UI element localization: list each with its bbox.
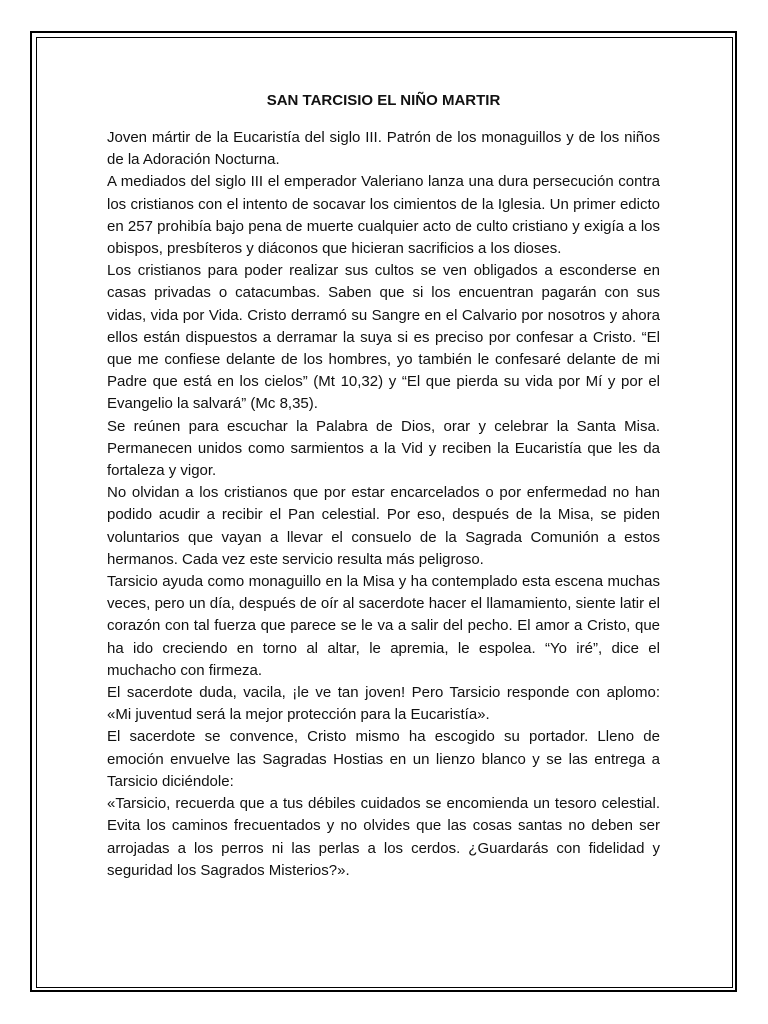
paragraph-6: Tarsicio ayuda como monaguillo en la Misa y ha contemplado esta escena muchas veces, pero un día, después de oír al sacerdote hacer el llamamiento, siente latir el corazón con tal fuerza que parece se le va a salir del pecho. El amor a Cristo, que ha ido creciendo en torno al altar, le apremia, le espolea. “Yo iré”, dice el muchacho con firmeza.: [107, 573, 660, 679]
paragraph-2: A mediados del siglo III el emperador Valeriano lanza una dura persecución contra los cristianos con el intento de socavar los cimientos de la Iglesia. Un primer edicto en 257 prohibía bajo pena de muerte cualquier acto de culto cristiano y exigía a los obispos, presbíteros y diáconos que hicieran sacrificios a los dioses.: [107, 173, 660, 258]
paragraph-3: Los cristianos para poder realizar sus cultos se ven obligados a esconderse en casas privadas o catacumbas. Saben que si los encuentran pagarán con sus vidas, vida por Vida. Cristo derramó su Sangre en el Calvario por nosotros y ahora ellos están dispuestos a derramar la suya si es preciso por confesar a Cristo. “El que me confiese delante de los hombres, yo también le confesaré delante de mi Padre que está en los cielos” (Mt 10,32) y “El que pierda su vida por Mí y por el Evangelio la salvará” (Mc 8,35).: [107, 262, 660, 413]
paragraph-4: Se reúnen para escuchar la Palabra de Dios, orar y celebrar la Santa Misa. Permanecen unidos como sarmientos a la Vid y reciben la Eucaristía que les da fortaleza y vigor.: [107, 417, 660, 480]
paragraph-7: El sacerdote duda, vacila, ¡le ve tan joven! Pero Tarsicio responde con aplomo: «Mi juventud será la mejor protección para la Eucaristía».: [107, 684, 660, 724]
paragraph-5: No olvidan a los cristianos que por estar encarcelados o por enfermedad no han podido acudir a recibir el Pan celestial. Por eso, después de la Misa, se piden voluntarios que vayan a llevar el consuelo de la Sagrada Comunión a estos hermanos. Cada vez este servicio resulta más peligroso.: [107, 484, 660, 568]
document-title: SAN TARCISIO EL NIÑO MARTIR: [266, 92, 501, 109]
paragraph-9: «Tarsicio, recuerda que a tus débiles cuidados se encomienda un tesoro celestial. Evita los caminos frecuentados y no olvides que las cosas santas no deben ser arrojadas a los perros ni las perlas a los cerdos. ¿Guardarás con fidelidad y seguridad los Sagrados Misterios?».: [107, 795, 660, 879]
document-body: [107, 92, 660, 882]
paragraph-8: El sacerdote se convence, Cristo mismo ha escogido su portador. Lleno de emoción envuelve las Sagradas Hostias en un lienzo blanco y se las entrega a Tarsicio diciéndole:: [107, 728, 660, 790]
paragraph-1: Joven mártir de la Eucaristía del siglo III. Patrón de los monaguillos y de los niños de la Adoración Nocturna.: [107, 129, 660, 169]
